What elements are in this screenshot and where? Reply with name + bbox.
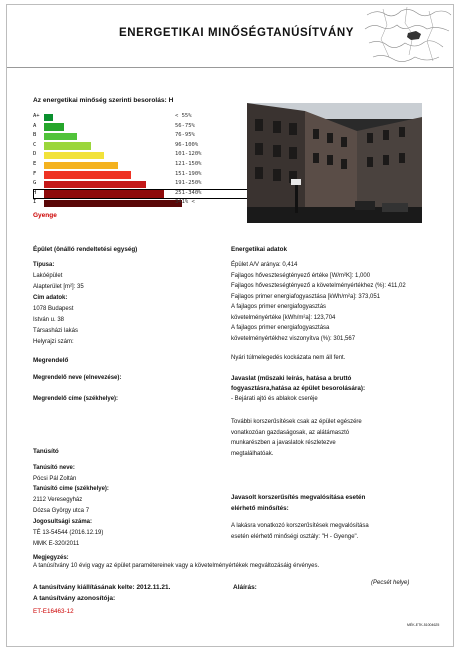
energy-class-letter: B: [33, 132, 37, 139]
suggestion-first: - Bejárati ajtó és ablakok cseréje: [231, 396, 318, 402]
energy-data-line: Fajlagos hőveszteségtényező a követelményértékhez (%): 411,02: [231, 283, 406, 289]
suggestion-line: vonatkozóan gazdaságosak, az alátámasztó: [231, 429, 350, 436]
energy-data-line: követelményértékhez viszonyítva (%): 301,567: [231, 335, 356, 342]
energy-class-row: [33, 161, 283, 170]
energy-data-heading: Energetikai adatok: [231, 246, 287, 253]
energy-class-range: 191-250%: [175, 180, 202, 187]
license-line2: MMK E-320/2011: [33, 541, 80, 547]
energy-class-bar: [44, 162, 118, 170]
energy-data-line: Fajlagos primer energiafogyasztása [kWh/m²a]: 373,051: [231, 293, 381, 300]
form-code: MÉK-ETK-51004625: [407, 623, 440, 627]
energy-class-row: [33, 199, 283, 208]
certifier-heading: Tanúsító: [33, 448, 59, 455]
certifier-address-label: Tanúsító címe (székhelye):: [33, 486, 109, 492]
energy-class-range: 101-120%: [175, 151, 202, 158]
energy-class-range: 151-190%: [175, 170, 202, 177]
recommended-line2: esetén elérhető minőségi osztály: "H - Gyenge".: [231, 534, 359, 540]
lot-number-label: Helyrajzi szám:: [33, 339, 74, 345]
suggestion-heading-1: Javaslat (műszaki leírás, hatása a bruttó: [231, 375, 352, 382]
stamp-label: (Pecsét helye): [371, 580, 410, 586]
energy-class-bar: [44, 181, 146, 189]
suggestion-line: További korszerűsítések csak az épület egészére: [231, 419, 362, 425]
note-text: A tanúsítvány 10 évig vagy az épület paramétereinek vagy a követelményértékek megváltozásáig érvényes.: [33, 563, 320, 569]
client-address-label: Megrendelő címe (székhelye):: [33, 396, 119, 402]
europe-map-image: [363, 5, 453, 67]
energy-data-line: A fajlagos primer energiafogyasztása: [231, 325, 330, 331]
energy-class-letter: D: [33, 151, 37, 158]
energy-class-bar: [44, 114, 53, 122]
note-heading: Megjegyzés:: [33, 555, 69, 561]
energy-class-range: 56-75%: [175, 122, 195, 129]
energy-class-bar: [44, 133, 77, 141]
energy-class-letter: I: [33, 199, 37, 206]
license-line1: TÉ 13-54544 (2016.12.19): [33, 530, 104, 536]
energy-class-letter: C: [33, 141, 37, 148]
energy-data-line: Fajlagos hőveszteségtényező értéke [W/m²K]: 1,000: [231, 272, 371, 279]
energy-class-bar: [44, 171, 131, 179]
energy-class-range: 76-95%: [175, 132, 195, 139]
recommended-heading-1: Javasolt korszerűsítés megvalósítása esetén: [231, 494, 366, 501]
energy-class-row: [33, 132, 283, 141]
energy-class-row: [33, 171, 283, 180]
energy-class-letter: A: [33, 122, 37, 129]
rating-heading: Az energetikai minőség szerinti besorolás: H: [33, 97, 174, 104]
client-name-label: Megrendelő neve (elnevezése):: [33, 375, 122, 381]
energy-class-letter: E: [33, 161, 37, 167]
energy-class-bar: [44, 200, 182, 208]
energy-class-letter: F: [33, 170, 37, 177]
recommended-line1: A lakásra vonatkozó korszerűsítések megvalósítása: [231, 523, 369, 529]
suggestion-line: munkarészben a javaslatok részletezve: [231, 440, 336, 446]
certificate-id-label: A tanúsítvány azonosítója:: [33, 595, 116, 602]
building-photo: [247, 103, 422, 223]
energy-class-bar: [44, 142, 91, 150]
rating-label: Gyenge: [33, 212, 57, 219]
energy-class-row: [33, 151, 283, 160]
suggestion-line: megtalálhatóak.: [231, 450, 274, 457]
certificate-header: [7, 5, 453, 68]
license-label: Jogosultsági száma:: [33, 519, 93, 525]
energy-class-row: [33, 113, 283, 122]
energy-class-range: 341% <: [175, 199, 195, 206]
issue-date: A tanúsítvány kiállításának kelte: 2012.11.21.: [33, 584, 171, 591]
address-line1: 1078 Budapest: [33, 306, 74, 312]
building-heading: Épület (önálló rendeltetési egység): [33, 246, 138, 253]
building-type-label: Típusa:: [33, 262, 55, 268]
certifier-address-line2: Dózsa György utca 7: [33, 508, 90, 514]
energy-class-bar: [44, 152, 104, 160]
certifier-name-value: Pócsi Pál Zoltán: [33, 476, 77, 482]
energy-class-range: 96-100%: [175, 141, 199, 148]
address-line3: Társasházi lakás: [33, 328, 79, 334]
certificate-title: ENERGETIKAI MINŐSÉGTANÚSÍTVÁNY: [119, 27, 355, 39]
energy-class-row: [33, 180, 283, 189]
energy-class-range: 251-340%: [175, 189, 202, 196]
energy-class-letter: G: [33, 180, 37, 187]
certificate-id-value: ET-E16463-12: [33, 608, 74, 615]
energy-data-line: Épület A/V aránya: 0,414: [231, 262, 298, 268]
energy-data-line: A fajlagos primer energiafogyasztás: [231, 304, 327, 310]
signature-label: Aláírás:: [233, 584, 257, 591]
energy-class-range: < 55%: [175, 113, 192, 119]
certifier-name-label: Tanúsító neve:: [33, 465, 75, 471]
client-heading: Megrendelő: [33, 357, 69, 364]
certificate-page: [6, 4, 454, 647]
suggestion-heading-2: fogyasztásra,hatása az épület besorolására):: [231, 385, 366, 392]
energy-class-letter: H: [33, 189, 37, 196]
address-line2: István u. 38: [33, 317, 65, 323]
summer-overheat-note: Nyári túlmelegedés kockázata nem áll fent.: [231, 355, 346, 361]
current-class-highlight: [33, 189, 249, 199]
certifier-address-line1: 2112 Veresegyház: [33, 497, 83, 503]
energy-class-bar: [44, 123, 64, 131]
energy-class-row: [33, 142, 283, 151]
building-floor-area: Alapterület [m²]: 35: [33, 284, 84, 290]
energy-class-row: [33, 123, 283, 132]
building-type-value: Lakóépület: [33, 273, 63, 279]
address-label: Cím adatok:: [33, 295, 68, 301]
energy-class-range: 121-150%: [175, 161, 202, 167]
energy-class-letter: A+: [33, 113, 40, 119]
recommended-heading-2: elérhető minősítés:: [231, 505, 289, 512]
energy-data-line: követelményértéke [kWh/m²a]: 123,704: [231, 314, 336, 321]
